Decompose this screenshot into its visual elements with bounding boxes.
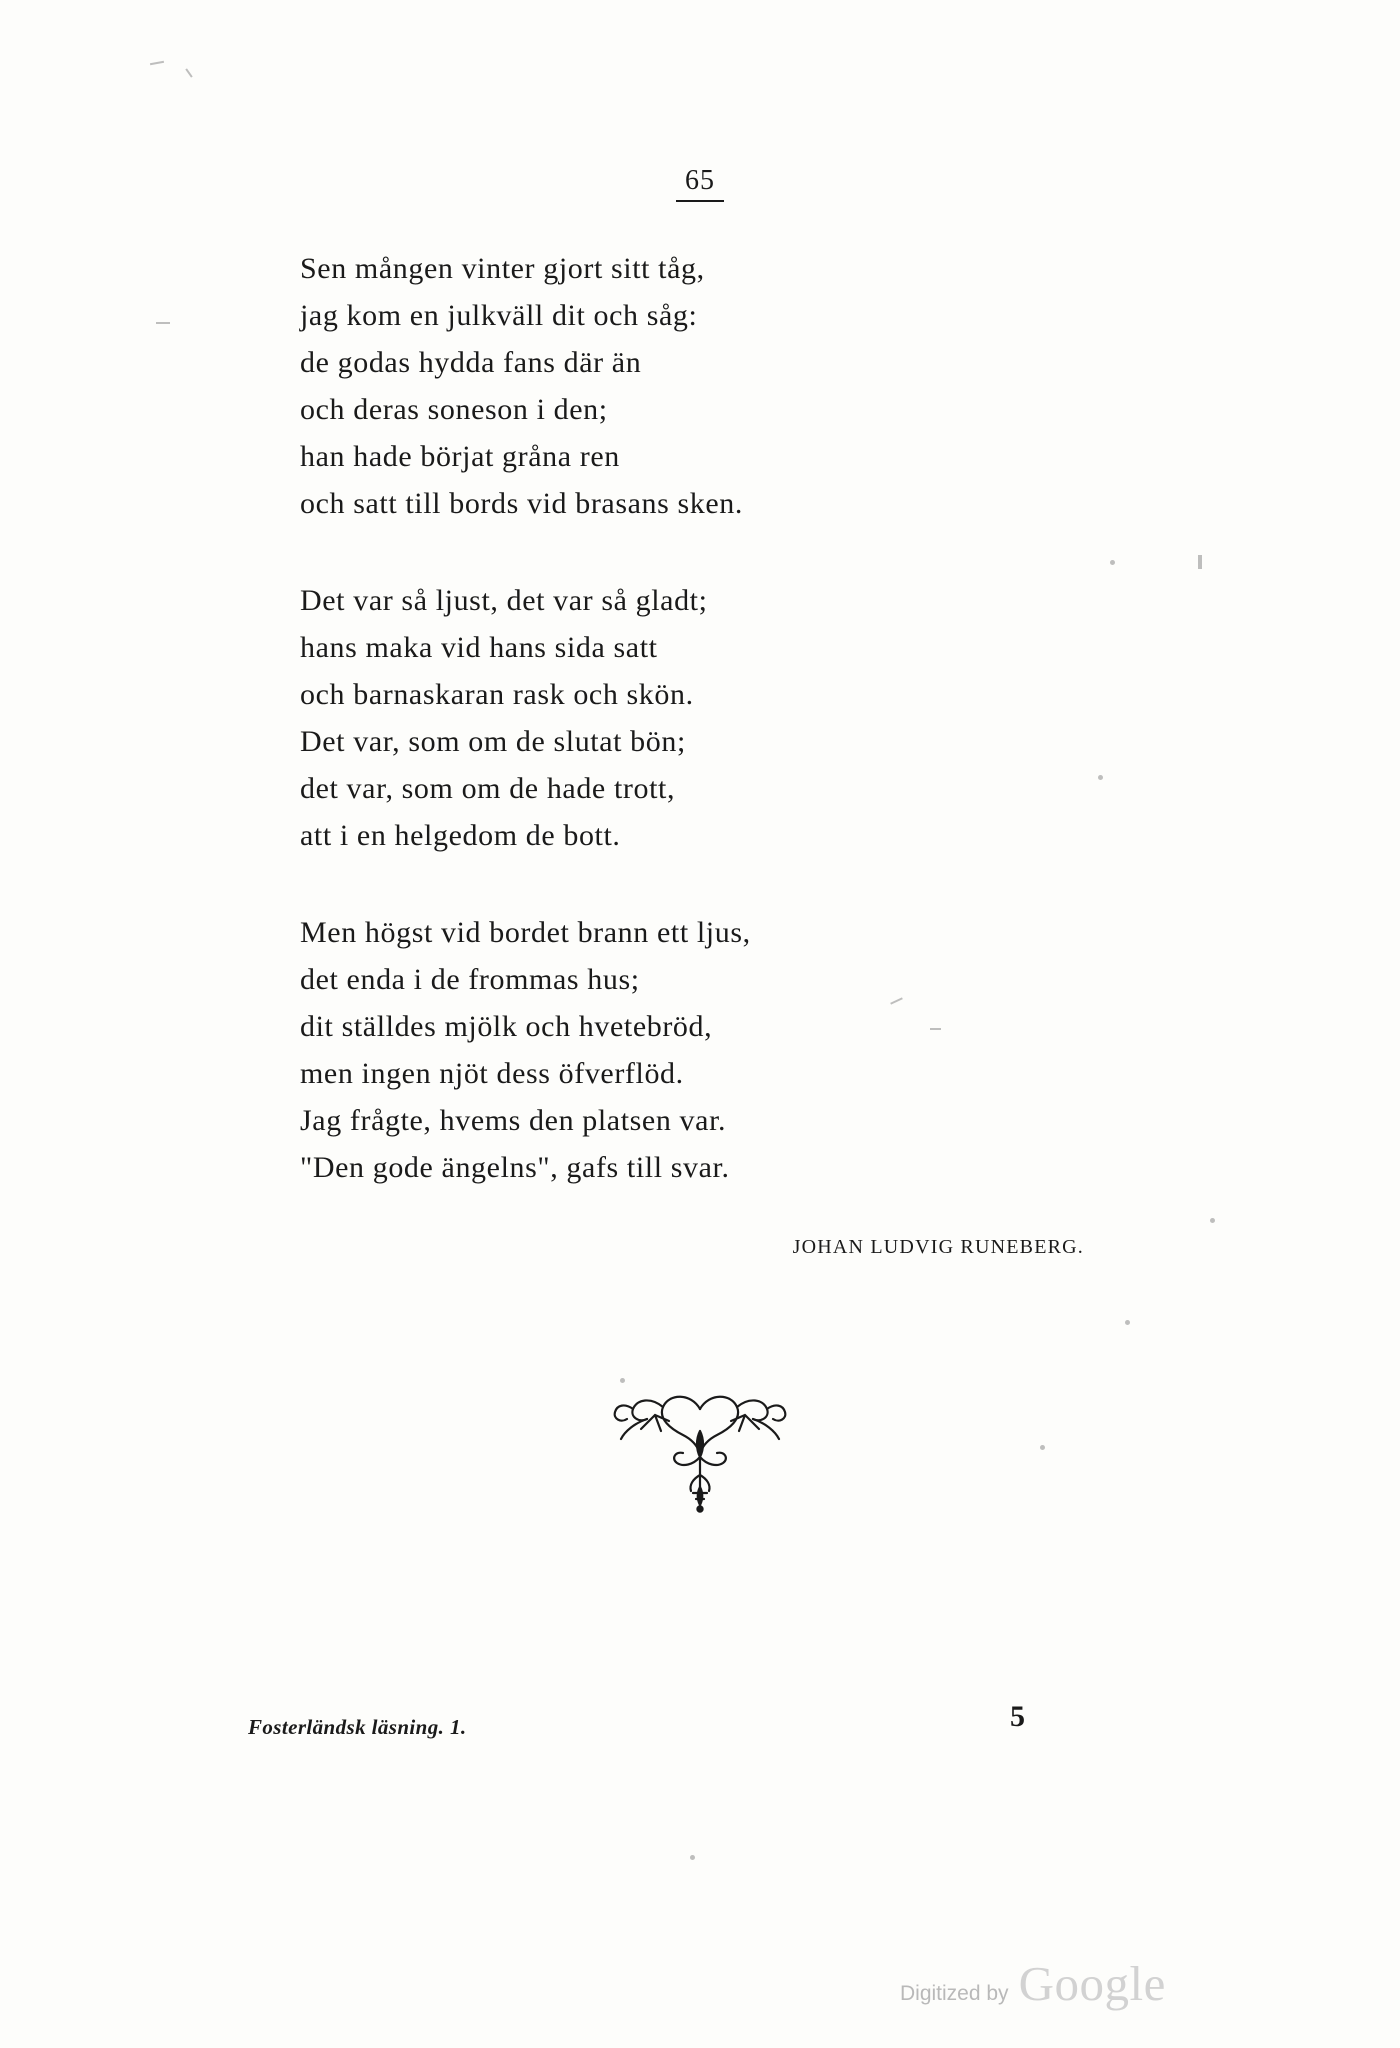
poem-line: hans maka vid hans sida satt	[300, 631, 658, 664]
scan-speck	[1198, 555, 1202, 569]
scan-speck	[1125, 1320, 1130, 1325]
poem-line: jag kom en julkväll dit och såg:	[300, 299, 698, 332]
poem-line: och deras soneson i den;	[300, 393, 608, 426]
poem-line: men ingen njöt dess öfverflöd.	[300, 1057, 684, 1090]
poem-line: att i en helgedom de bott.	[300, 819, 621, 852]
running-footer-title: Fosterländsk läsning. 1.	[248, 1715, 467, 1739]
digitized-by-credit	[900, 1955, 1166, 2012]
poem-line: "Den gode ängelns", gafs till svar.	[300, 1151, 730, 1184]
poem-author: JOHAN LUDVIG RUNEBERG.	[792, 1236, 1084, 1258]
scan-speck	[185, 68, 192, 77]
poem-stanza	[300, 909, 1100, 1191]
poem-line: Det var, som om de slutat bön;	[300, 725, 686, 758]
poem-line: de godas hydda fans där än	[300, 346, 642, 379]
poem-line: Men högst vid bordet brann ett ljus,	[300, 916, 751, 949]
scan-speck	[1110, 560, 1115, 565]
poem-stanza	[300, 577, 1100, 859]
scan-speck	[690, 1855, 695, 1860]
page-number-value: 65	[685, 165, 715, 196]
poem-line: det var, som om de hade trott,	[300, 772, 676, 805]
scan-speck	[156, 322, 170, 324]
poem-line: han hade börjat gråna ren	[300, 440, 620, 473]
poem-line: Det var så ljust, det var så gladt;	[300, 584, 708, 617]
google-wordmark: Google	[1018, 1956, 1166, 2011]
poem-line: Jag frågte, hvems den platsen var.	[300, 1104, 727, 1137]
floral-divider-ornament	[0, 1375, 1400, 1515]
poem-line: och barnaskaran rask och skön.	[300, 678, 694, 711]
poem-line: och satt till bords vid brasans sken.	[300, 487, 743, 520]
page-number	[0, 165, 1400, 202]
scan-speck	[1210, 1218, 1215, 1223]
poem-line: dit ställdes mjölk och hvetebröd,	[300, 1010, 713, 1043]
page-number-rule	[676, 200, 724, 202]
signature-number: 5	[1010, 1700, 1025, 1733]
digitized-by-label: Digitized by	[900, 1982, 1009, 2005]
poem-body	[300, 245, 1100, 1191]
poem-line: det enda i de frommas hus;	[300, 963, 640, 996]
poem-stanza	[300, 245, 1100, 527]
poem-line: Sen mången vinter gjort sitt tåg,	[300, 252, 705, 285]
scan-speck	[150, 61, 164, 65]
